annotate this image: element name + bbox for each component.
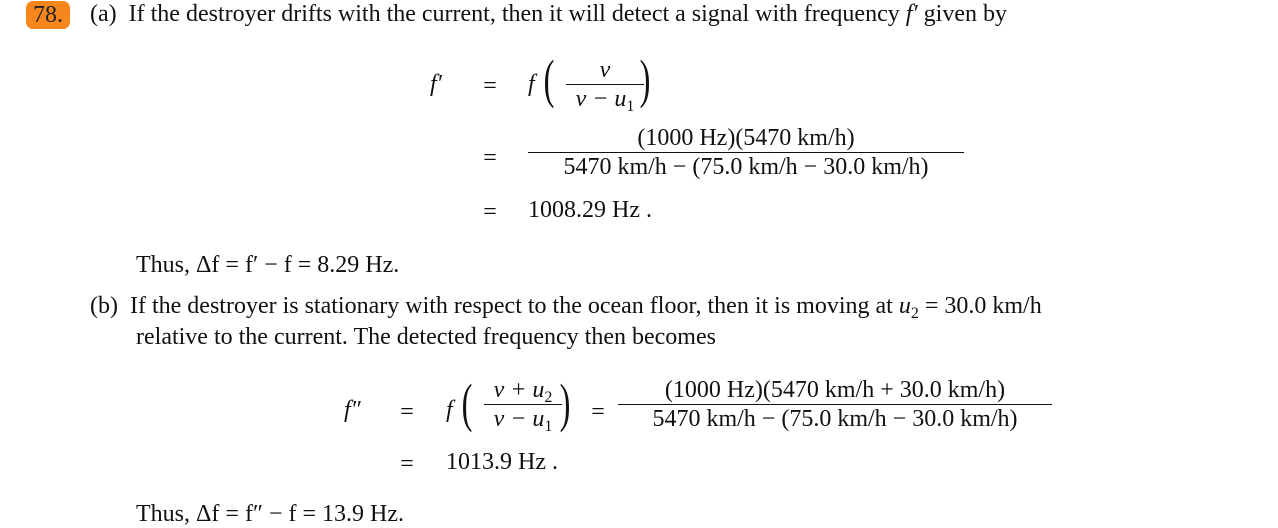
- part-b-frac1-num: $v + u_2$: [493, 377, 553, 406]
- part-a-intro-text: If the destroyer drifts with the current, then it will detect a signal with frequency: [128, 1, 900, 27]
- right-paren: ): [559, 373, 571, 433]
- part-b-fraction-2: [618, 376, 1052, 433]
- part-a-eq-3: =: [483, 199, 497, 225]
- part-b-intro: [90, 292, 1042, 320]
- part-b-frac1-den: $v - u_1$: [493, 406, 553, 435]
- part-b-eq-1: =: [400, 399, 414, 425]
- part-b-lhs: f″: [344, 397, 361, 423]
- left-paren: (: [543, 49, 555, 109]
- part-b-text-b: = 30.0 km/h: [924, 293, 1042, 319]
- part-b-frac2-num: (1000 Hz)(5470 km/h + 30.0 km/h): [664, 377, 1006, 403]
- part-a-fraction-1: [566, 56, 644, 113]
- part-a-intro: [90, 0, 1007, 28]
- part-a-intro-var: f′: [905, 1, 918, 27]
- part-b-f: f: [446, 397, 453, 423]
- part-a-frac2-num: (1000 Hz)(5470 km/h): [637, 125, 855, 151]
- part-a-fraction-2: [528, 124, 964, 181]
- part-a-conclusion: Thus, Δf = f′ − f = 8.29 Hz.: [136, 252, 400, 278]
- part-a-frac2-den: 5470 km/h − (75.0 km/h − 30.0 km/h): [563, 154, 929, 180]
- part-a-intro-end: given by: [923, 1, 1007, 27]
- part-b-var-u: u: [898, 293, 911, 319]
- part-b-result: 1013.9 Hz .: [446, 449, 558, 475]
- part-a-frac1-den: $v - u_1$: [575, 86, 635, 115]
- part-b-conclusion: Thus, Δf = f″ − f = 13.9 Hz.: [136, 501, 404, 527]
- right-paren: ): [639, 49, 651, 109]
- part-a-label: (a): [90, 1, 117, 27]
- part-b-frac2-den: 5470 km/h − (75.0 km/h − 30.0 km/h): [652, 406, 1018, 432]
- part-b-eq-2: =: [591, 399, 605, 425]
- part-a-result: 1008.29 Hz .: [528, 197, 652, 223]
- problem-number-badge: 78.: [26, 1, 70, 29]
- part-a-lhs: f′: [430, 71, 442, 97]
- part-b-fraction-1: [484, 376, 562, 433]
- part-b-text-a: If the destroyer is stationary with respect to the ocean floor, then it is moving at: [129, 293, 893, 319]
- part-b-label: (b): [90, 293, 118, 319]
- part-a-eq-2: =: [483, 145, 497, 171]
- part-a-f: f: [528, 71, 535, 97]
- part-a-frac1-num: v: [599, 57, 611, 83]
- part-b-eq-3: =: [400, 451, 414, 477]
- part-b-text-line2: relative to the current. The detected frequency then becomes: [136, 324, 716, 350]
- left-paren: (: [461, 373, 473, 433]
- part-b-var-sub: 2: [910, 305, 919, 322]
- part-a-eq-1: =: [483, 73, 497, 99]
